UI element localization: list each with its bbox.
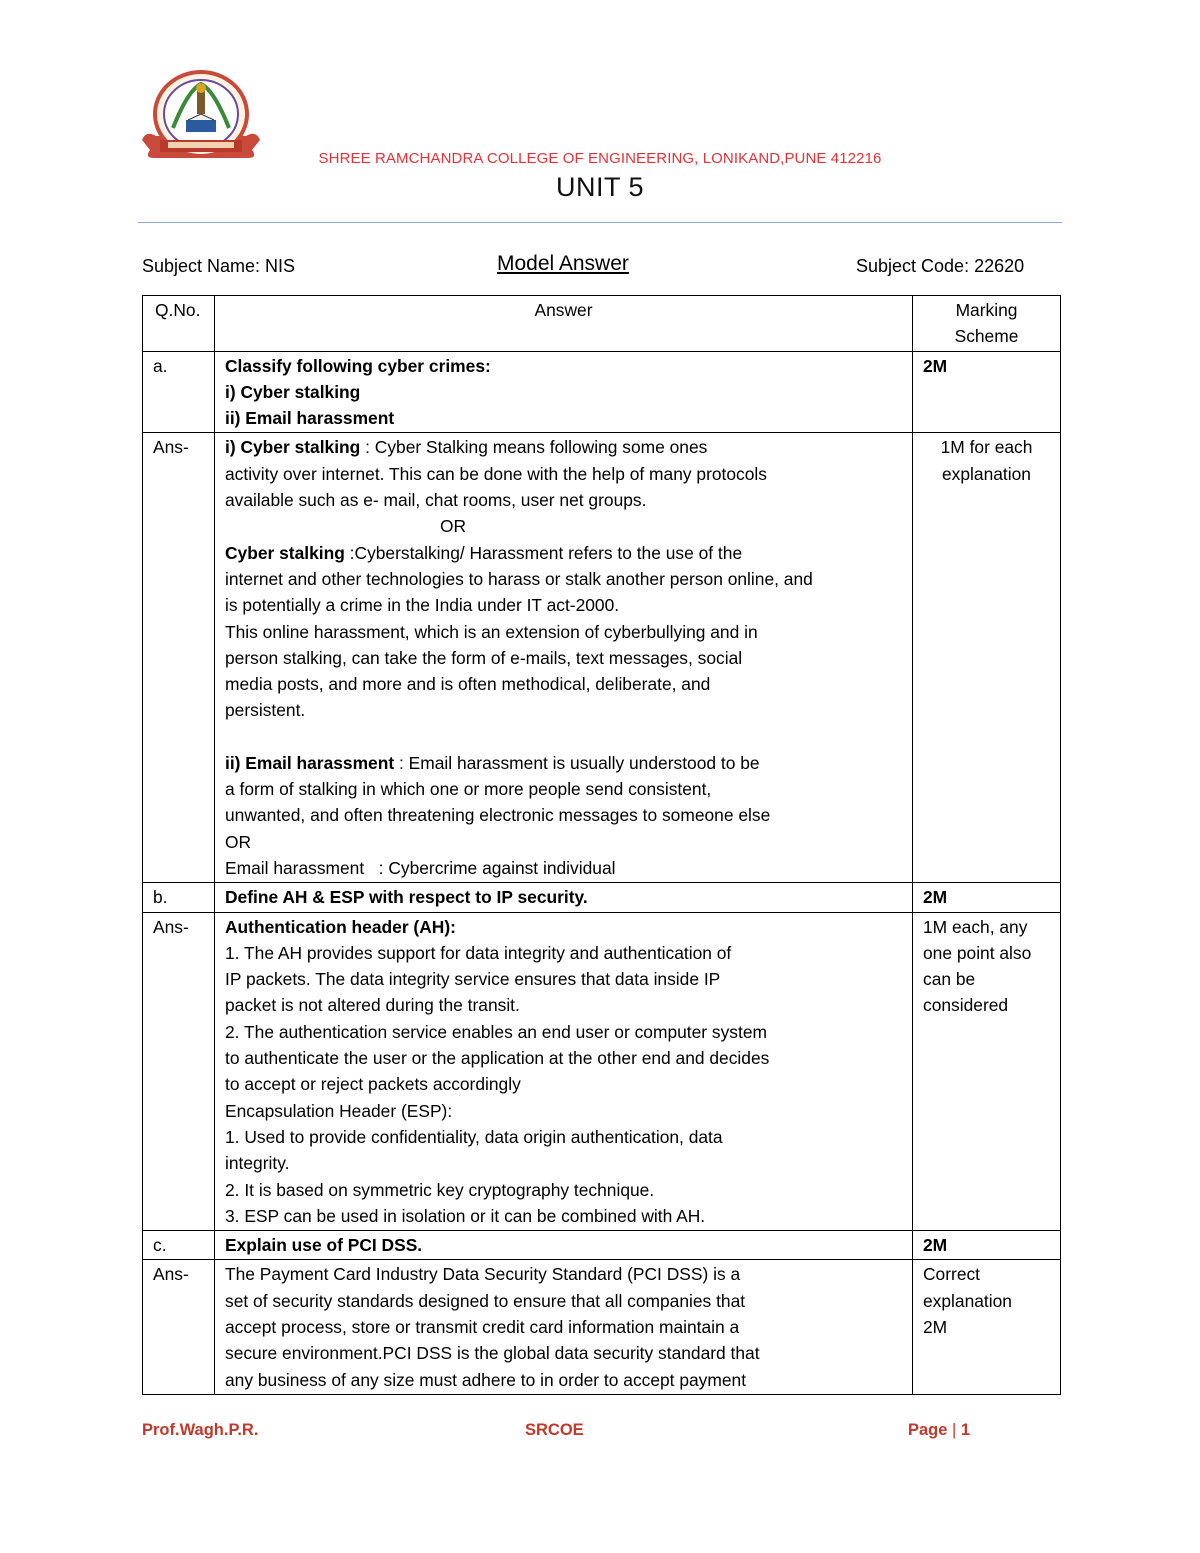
page-label: Page	[908, 1421, 948, 1439]
marking-line: explanation	[923, 1290, 1012, 1311]
marks: 2M	[913, 883, 1061, 912]
header-divider	[138, 222, 1062, 223]
answer-line: a form of stalking in which one or more people send consistent,	[225, 779, 712, 800]
answer-text	[215, 1260, 913, 1394]
header-marking-scheme: Marking Scheme	[913, 296, 1061, 352]
table-row	[143, 1231, 1061, 1260]
answer-heading: ii) Email harassment	[225, 752, 395, 773]
marking-line: considered	[923, 995, 1009, 1016]
answer-line: 1. Used to provide confidentiality, data origin authentication, data	[225, 1126, 723, 1147]
question-line: ii) Email harassment	[225, 408, 395, 429]
answer-line: set of security standards designed to ensure that all companies that	[225, 1290, 746, 1311]
or-separator: OR	[440, 516, 467, 537]
question-number: a.	[143, 351, 215, 433]
answer-line: any business of any size must adhere to in order to accept payment	[225, 1369, 747, 1390]
marks: 2M	[913, 1231, 1061, 1260]
answer-table	[142, 295, 1061, 1395]
answer-line: secure environment.PCI DSS is the global data security standard that	[225, 1343, 760, 1364]
subject-code: Subject Code: 22620	[856, 256, 1025, 276]
answer-line: Email harassment : Cybercrime against individual	[225, 857, 616, 878]
answer-line: 1. The AH provides support for data integrity and authentication of	[225, 942, 732, 963]
page-separator: |	[952, 1421, 957, 1439]
or-separator: OR	[225, 831, 252, 852]
marking-line: Correct	[923, 1264, 981, 1285]
answer-line-text: : Email harassment is usually understood to be	[394, 752, 760, 773]
answer-label: Ans-	[143, 433, 215, 883]
answer-line: IP packets. The data integrity service ensures that data inside IP	[225, 969, 721, 990]
question-title: Classify following cyber crimes:	[225, 355, 491, 376]
answer-line: 2. The authentication service enables an end user or computer system	[225, 1021, 767, 1042]
table-row	[143, 1260, 1061, 1394]
answer-line: to authenticate the user or the application at the other end and decides	[225, 1048, 770, 1069]
question-number: c.	[143, 1231, 215, 1260]
answer-line: 3. ESP can be used in isolation or it can be combined with AH.	[225, 1205, 706, 1226]
subject-name: Subject Name: NIS	[142, 256, 296, 276]
model-answer-title: Model Answer	[497, 252, 629, 275]
question-text: Define AH & ESP with respect to IP security.	[215, 883, 913, 912]
question-line: i) Cyber stalking	[225, 381, 361, 402]
answer-line: person stalking, can take the form of e-mails, text messages, social	[225, 647, 743, 668]
answer-line-text: :Cyberstalking/ Harassment refers to the use of the	[344, 542, 743, 563]
table-row	[143, 912, 1061, 1231]
marking-line: 1M each, any	[923, 916, 1028, 937]
answer-line: available such as e- mail, chat rooms, user net groups.	[225, 490, 647, 511]
answer-heading: i) Cyber stalking	[225, 437, 361, 458]
answer-line: integrity.	[225, 1153, 290, 1174]
answer-line-text: : Cyber Stalking means following some ones	[360, 437, 708, 458]
table-row	[143, 883, 1061, 912]
marking-scheme	[913, 912, 1061, 1231]
answer-heading: Cyber stalking	[225, 542, 345, 563]
answer-line: persistent.	[225, 700, 306, 721]
answer-line: media posts, and more and is often methodical, deliberate, and	[225, 674, 711, 695]
answer-heading: Authentication header (AH):	[225, 916, 456, 937]
footer-institute: SRCOE	[525, 1421, 584, 1439]
table-header-row	[143, 296, 1061, 352]
answer-text	[215, 433, 913, 883]
question-text	[215, 351, 913, 433]
footer-page-number	[908, 1421, 970, 1440]
unit-title: UNIT 5	[555, 172, 645, 202]
answer-text	[215, 912, 913, 1231]
question-number: b.	[143, 883, 215, 912]
table-row	[143, 433, 1061, 883]
question-text: Explain use of PCI DSS.	[215, 1231, 913, 1260]
blank-line	[225, 724, 902, 750]
marking-scheme	[913, 1260, 1061, 1394]
marking-line: can be	[923, 969, 976, 990]
college-name: SHREE RAMCHANDRA COLLEGE OF ENGINEERING, LONIKAND,PUNE 412216	[318, 150, 882, 167]
answer-line: The Payment Card Industry Data Security Standard (PCI DSS) is a	[225, 1264, 741, 1285]
answer-line: accept process, store or transmit credit card information maintain a	[225, 1316, 740, 1337]
marking-line: explanation	[942, 463, 1031, 484]
answer-label: Ans-	[143, 912, 215, 1231]
table-row	[143, 351, 1061, 433]
answer-line: packet is not altered during the transit.	[225, 995, 520, 1016]
answer-line: 2. It is based on symmetric key cryptography technique.	[225, 1179, 655, 1200]
answer-line: internet and other technologies to harass or stalk another person online, and	[225, 568, 813, 589]
answer-line: This online harassment, which is an extension of cyberbullying and in	[225, 621, 758, 642]
header-answer: Answer	[215, 296, 913, 352]
header-qno: Q.No.	[143, 296, 215, 352]
answer-line: unwanted, and often threatening electronic messages to someone else	[225, 805, 771, 826]
answer-line: is potentially a crime in the India under IT act-2000.	[225, 595, 620, 616]
marking-line: 2M	[923, 1316, 948, 1337]
footer-author: Prof.Wagh.P.R.	[142, 1421, 259, 1439]
marking-line: 1M for each	[940, 437, 1033, 458]
answer-line	[225, 434, 902, 460]
marking-scheme	[913, 433, 1061, 883]
answer-line	[225, 540, 902, 566]
answer-line: to accept or reject packets accordingly	[225, 1074, 521, 1095]
answer-label: Ans-	[143, 1260, 215, 1394]
marks: 2M	[913, 351, 1061, 433]
page-num: 1	[960, 1421, 971, 1439]
answer-line	[225, 750, 902, 776]
answer-line: Encapsulation Header (ESP):	[225, 1100, 453, 1121]
marking-line: one point also	[923, 942, 1032, 963]
answer-line: activity over internet. This can be done with the help of many protocols	[225, 463, 767, 484]
